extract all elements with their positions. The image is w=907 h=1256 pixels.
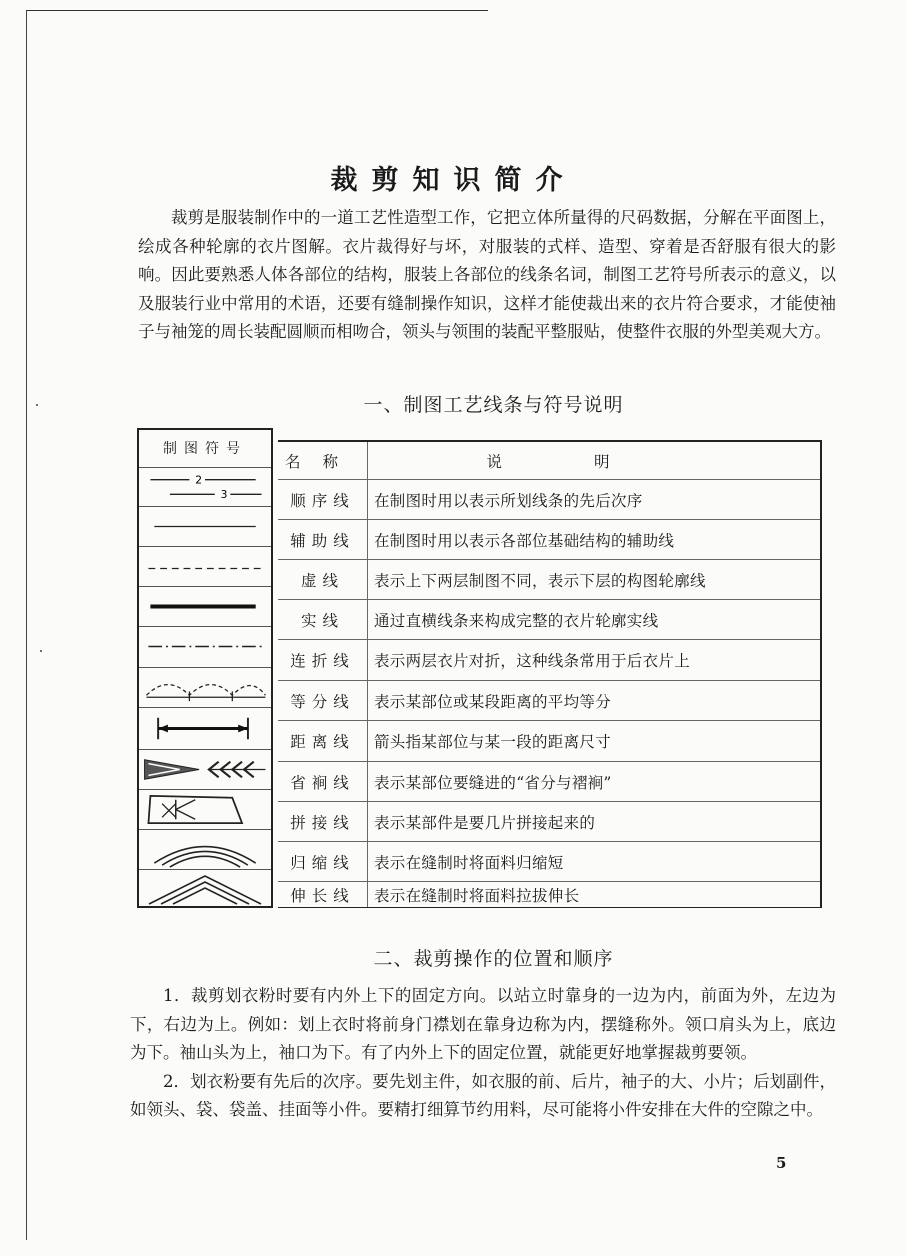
fold-line-icon xyxy=(139,627,271,668)
section-2-heading: 二、裁剪操作的位置和顺序 xyxy=(373,948,614,970)
symbol-header: 制图符号 xyxy=(139,430,271,468)
intro-paragraph: 裁剪是服装制作中的一道工艺性造型工作，它把立体所量得的尺码数据，分解在平面图上，绘成各种轮廓的衣片图解。衣片裁得好与坏，对服装的式样、造型、穿着是否舒服有很大的影响。因此要熟悉人体各部位的结构，服装上各部位的线条名词，制图工艺符号所表示的意义，以及服装行业中常用的术语，还要有缝制操作知识，这样才能使裁出来的衣片符合要求，才能使袖子与袖笼的周长装配圆顺而相吻合，领头与领围的装配平整服贴，使整件衣服的外型美观大方。 xyxy=(138,208,836,341)
order-number-3: 3 xyxy=(220,488,228,502)
dart-pleat-line-icon xyxy=(139,750,271,790)
line-name: 距离线 xyxy=(278,721,368,761)
line-name: 连折线 xyxy=(278,640,368,680)
auxiliary-line-icon xyxy=(139,507,271,547)
stretch-line-icon xyxy=(139,870,271,906)
line-description: 表示某部位要缝进的“省分与褶裥” xyxy=(374,773,612,792)
name-header: 名称 xyxy=(278,442,368,479)
line-description: 表示上下两层制图不同，表示下层的构图轮廓线 xyxy=(374,571,706,590)
section-1-heading: 一、制图工艺线条与符号说明 xyxy=(363,394,624,416)
line-description: 表示两层衣片对折，这种线条常用于后衣片上 xyxy=(374,652,691,670)
solid-line-icon xyxy=(139,587,271,627)
paragraph-2: 2．划衣粉要有先后的次序。要先划主件，如衣服的前、后片，袖子的大、小片；后划副件，如领头、袋、袋盖、挂面等小件。要精打细算节约用料，尽可能将小件安排在大件的空隙之中。 xyxy=(130,1071,836,1119)
line-name: 虚线 xyxy=(278,560,368,599)
line-name: 伸长线 xyxy=(278,882,368,907)
table-row xyxy=(278,762,820,802)
line-description: 表示在缝制时将面料归缩短 xyxy=(374,853,564,872)
order-line-icon xyxy=(139,468,271,507)
dashed-line-icon xyxy=(139,547,271,587)
line-description: 表示某部位或某段距离的平均等分 xyxy=(374,692,612,711)
paragraph-1: 1．裁剪划衣粉时要有内外上下的固定方向。以站立时靠身的一边为内，前面为外，左边为下，右边为上。例如：划上衣时将前身门襟划在靠身边称为内，摆缝称外。领口肩头为上，底边为下。袖山头为上，袖口为下。有了内外上下的固定位置，就能更好地掌握裁剪要领。 xyxy=(130,986,836,1062)
line-name: 归缩线 xyxy=(278,842,368,881)
order-number-2: 2 xyxy=(195,473,203,487)
section-2-body xyxy=(130,982,836,1125)
scan-speck xyxy=(36,404,38,406)
line-name: 实线 xyxy=(278,600,368,639)
line-description: 箭头指某部位与某一段的距离尺寸 xyxy=(374,733,612,751)
page-number: 5 xyxy=(776,1154,787,1172)
table-row xyxy=(278,842,820,882)
shrink-line-icon xyxy=(139,830,271,870)
page-title: 裁剪知识简介 xyxy=(330,165,577,196)
line-name: 拼接线 xyxy=(278,802,368,841)
line-name: 顺序线 xyxy=(278,480,368,519)
line-name: 省裥线 xyxy=(278,762,368,801)
table-row xyxy=(278,802,820,842)
table-row xyxy=(278,882,820,907)
line-name: 辅助线 xyxy=(278,520,368,559)
scan-speck xyxy=(40,650,42,652)
table-row xyxy=(278,721,820,762)
splice-line-icon xyxy=(139,790,271,830)
top-border-line xyxy=(26,10,488,11)
table-row xyxy=(278,520,820,560)
table-row xyxy=(278,560,820,600)
line-description: 通过直横线条来构成完整的衣片轮廓实线 xyxy=(374,611,659,630)
desc-header: 说明 xyxy=(486,452,702,471)
description-table xyxy=(278,440,822,908)
table-row xyxy=(278,600,820,640)
equal-division-line-icon xyxy=(139,668,271,708)
symbol-table xyxy=(137,428,273,908)
table-row xyxy=(278,480,820,520)
distance-line-icon xyxy=(139,708,271,750)
line-description: 表示在缝制时将面料拉拔伸长 xyxy=(374,886,580,905)
table-header-row xyxy=(278,442,820,480)
table-row xyxy=(278,681,820,721)
line-description: 表示某部件是要几片拼接起来的 xyxy=(374,813,596,832)
line-description: 在制图时用以表示所划线条的先后次序 xyxy=(374,491,643,510)
table-row xyxy=(278,640,820,681)
line-name: 等分线 xyxy=(278,681,368,720)
line-description: 在制图时用以表示各部位基础结构的辅助线 xyxy=(374,531,675,550)
